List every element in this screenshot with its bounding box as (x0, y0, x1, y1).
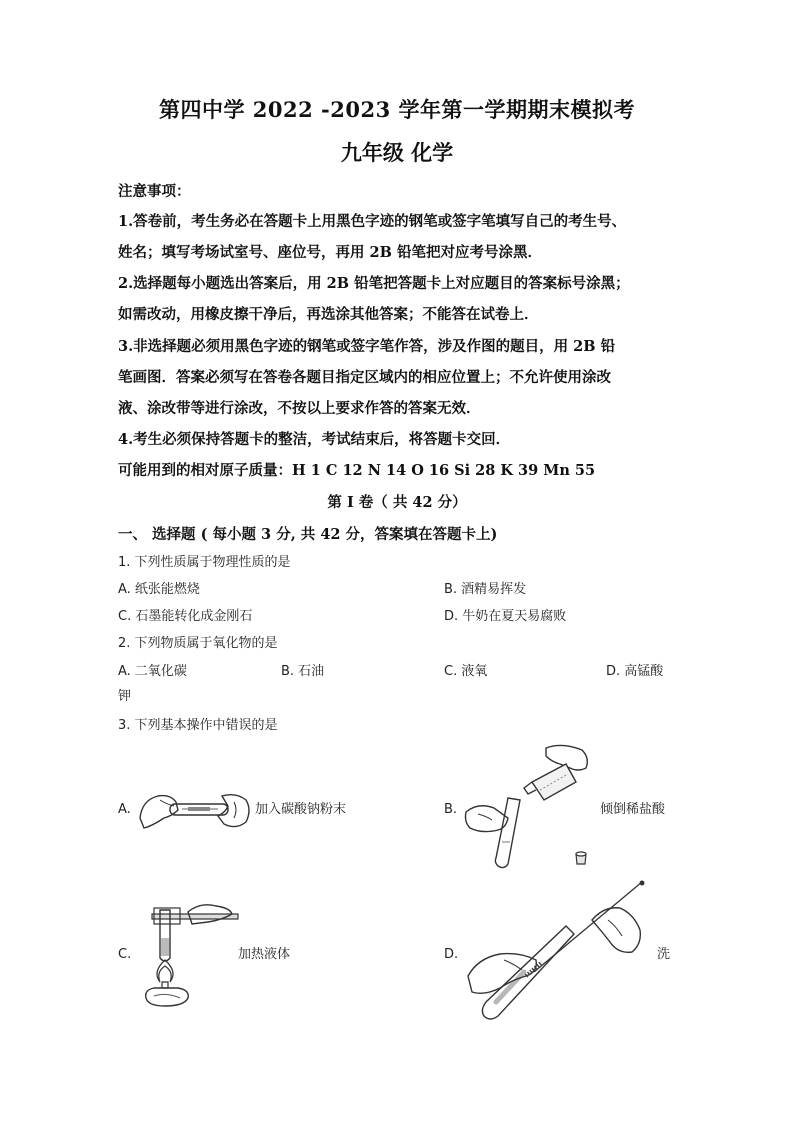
q2-option-b: B. 石油 (281, 664, 325, 679)
q1-option-c: C. 石墨能转化成金刚石 (118, 609, 253, 624)
question-2-stem: 2. 下列物质属于氧化物的是 (118, 636, 278, 651)
q3-option-d-letter: D. (444, 947, 459, 962)
q2-option-d: D. 高锰酸 (606, 664, 664, 679)
q1-option-d: D. 牛奶在夏天易腐败 (444, 609, 567, 624)
q3-figure-c (138, 898, 243, 1008)
notes-heading: 注意事项： (118, 183, 191, 200)
question-1-stem: 1. 下列性质属于物理性质的是 (118, 555, 291, 570)
q3-option-c-letter: C. (118, 947, 132, 962)
q1-option-a: A. 纸张能燃烧 (118, 582, 200, 597)
q3-option-b-letter: B. (444, 802, 458, 817)
q3-figure-d (464, 880, 654, 1030)
note-line-3: 2.选择题每小题选出答案后，用 2B 铅笔把答题卡上对应题目的答案标号涂黑； (118, 275, 630, 292)
q3-figure-a (138, 778, 253, 838)
q3-option-a-letter: A. (118, 802, 131, 817)
exam-title: 第四中学 2022 -2023 学年第一学期期末模拟考 (158, 97, 636, 122)
q2-option-c: C. 液氧 (444, 664, 488, 679)
q3-option-c-caption: 加热液体 (238, 947, 291, 962)
q2-option-d-wrap: 钾 (118, 689, 132, 704)
note-line-5: 3.非选择题必须用黑色字迹的钢笔或签字笔作答，涉及作图的题目，用 2B 铅 (118, 338, 616, 355)
note-line-8: 4.考生必须保持答题卡的整洁，考试结束后，将答题卡交回． (118, 431, 511, 448)
q1-option-b: B. 酒精易挥发 (444, 582, 527, 597)
part-title: 第 I 卷（ 共 42 分） (327, 494, 467, 511)
q3-option-a-caption: 加入碳酸钠粉末 (255, 802, 347, 817)
note-line-1: 1.答卷前，考生务必在答题卡上用黑色字迹的钢笔或签字笔填写自己的考生号、 (118, 213, 627, 230)
section-heading: 一、 选择题 ( 每小题 3 分, 共 42 分，答案填在答题卡上) (118, 526, 498, 543)
q3-option-d-caption: 洗 (657, 947, 671, 962)
note-line-2: 姓名；填写考场试室号、座位号，再用 2B 铅笔把对应考号涂黑． (118, 244, 542, 261)
q2-option-a: A. 二氧化碳 (118, 664, 187, 679)
note-line-4: 如需改动，用橡皮擦干净后，再选涂其他答案；不能答在试卷上． (118, 306, 539, 323)
exam-subtitle: 九年级 化学 (340, 140, 454, 165)
note-line-7: 液、涂改带等进行涂改，不按以上要求作答的答案无效． (118, 400, 481, 417)
question-3-stem: 3. 下列基本操作中错误的是 (118, 718, 278, 733)
note-line-6: 笔画图．答案必须写在答卷各题目指定区域内的相应位置上；不允许使用涂改 (118, 369, 611, 386)
bottle-stopper-icon (573, 850, 589, 866)
q3-option-b-caption: 倾倒稀盐酸 (600, 802, 666, 817)
atomic-masses: 可能用到的相对原子质量：H 1 C 12 N 14 O 16 Si 28 K 39 Mn 55 (118, 462, 596, 479)
